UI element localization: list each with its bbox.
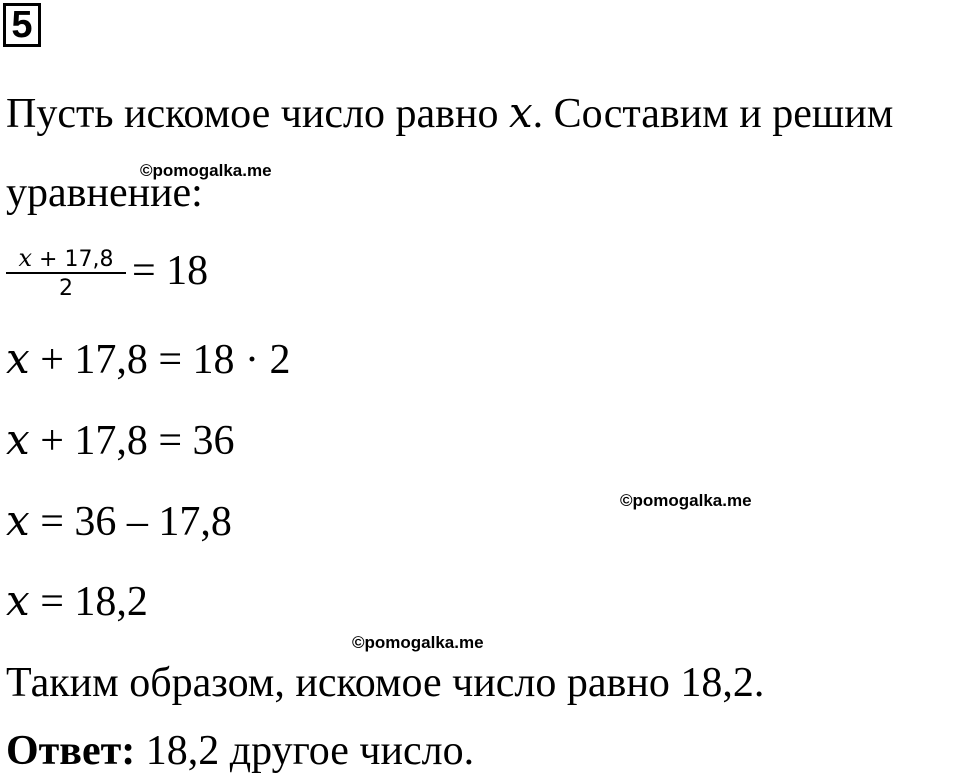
variable-x: x [6, 334, 30, 383]
task-number: 5 [3, 3, 41, 47]
answer-text: 18,2 другое число. [135, 728, 475, 774]
step-4-rest: = 18,2 [29, 579, 148, 625]
answer-label: Ответ: [6, 728, 136, 774]
step-1-rest: + 17,8 = 18 · 2 [29, 337, 291, 383]
variable-x: x [508, 88, 533, 137]
variable-x: x [6, 496, 30, 545]
step-3-rest: = 36 – 17,8 [29, 499, 232, 545]
intro-line-1 [6, 88, 893, 139]
fraction-denominator: 2 [59, 276, 73, 301]
step-1 [6, 334, 291, 385]
intro-line-2: уравнение: [6, 170, 203, 216]
watermark: ©pomogalka.me [140, 161, 272, 180]
conclusion: Таким образом, искомое число равно 18,2. [6, 660, 765, 706]
intro-text-start: Пусть искомое число равно [6, 91, 509, 137]
variable-x: x [18, 244, 33, 272]
step-3 [6, 496, 232, 547]
numerator-rest: + 17,8 [32, 247, 114, 272]
answer-line [6, 726, 474, 776]
fraction-bar [6, 272, 126, 274]
step-2-rest: + 17,8 = 36 [29, 418, 235, 464]
fraction-numerator [6, 245, 126, 273]
intro-text-end: . Составим и решим [532, 91, 894, 137]
step-4 [6, 576, 148, 627]
step-2 [6, 415, 235, 466]
variable-x: x [6, 576, 30, 625]
fraction-rhs: = 18 [132, 248, 209, 294]
variable-x: x [6, 415, 30, 464]
watermark: ©pomogalka.me [620, 491, 752, 510]
watermark: ©pomogalka.me [352, 633, 484, 652]
